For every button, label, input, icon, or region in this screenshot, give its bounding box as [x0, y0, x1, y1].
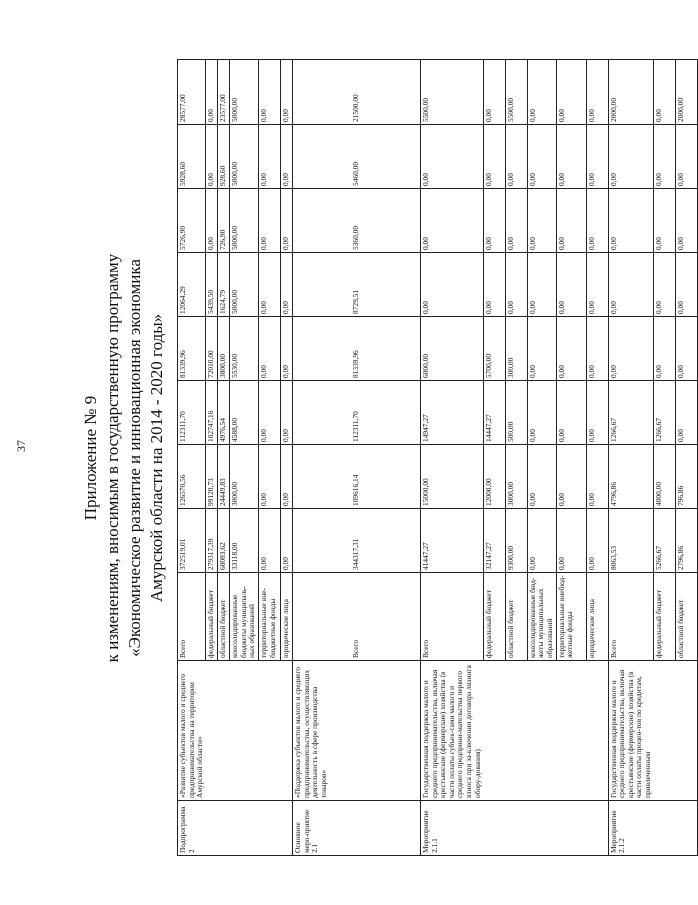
- appendix-heading: [80, 60, 180, 856]
- amount-cell: 0,00: [608, 317, 653, 381]
- amount-cell: 4796,86: [608, 445, 653, 509]
- funding-source-cell: федеральный бюджет: [483, 573, 505, 661]
- program-code-cell: Мероприятие 2.1.2: [608, 801, 653, 856]
- amount-cell: 8063,53: [608, 509, 653, 573]
- rotated-page-content: [80, 60, 685, 856]
- amount-cell: 99120,73: [206, 445, 218, 509]
- amount-cell: 0,00: [586, 317, 608, 381]
- amount-cell: 5500,00: [505, 60, 527, 125]
- amount-cell: 0,00: [505, 125, 527, 189]
- amount-cell: 0,00: [675, 317, 697, 381]
- amount-cell: 109616,14: [293, 445, 421, 509]
- funding-source-cell: территориальные вне-бюджетные фонды: [259, 573, 281, 661]
- program-code-cell: [483, 801, 505, 856]
- amount-cell: 0,00: [259, 125, 281, 189]
- amount-cell: 0,00: [281, 381, 293, 445]
- amount-cell: 14947,27: [421, 381, 484, 445]
- amount-cell: 0,00: [259, 189, 281, 253]
- program-code-cell: [675, 801, 697, 856]
- amount-cell: 5000,00: [230, 189, 259, 253]
- program-title-cell: «Развитие субъектов малого и среднего предпринимательства на территории Амурской области»: [178, 661, 206, 801]
- amount-cell: 0,00: [556, 509, 586, 573]
- program-title-cell: [586, 661, 608, 801]
- amount-cell: 0,00: [653, 125, 675, 189]
- program-title-cell: Государственная поддержка малого и среднего предпринимательства, включая крестьянские (фермерские) хозяйства (в части оплаты процен-тов по кредитам, привлеченным: [608, 661, 653, 801]
- amount-cell: 0,00: [527, 317, 556, 381]
- amount-cell: 0,00: [586, 509, 608, 573]
- amount-cell: 3000,00: [505, 445, 527, 509]
- amount-cell: 928,60: [218, 125, 230, 189]
- amount-cell: 0,00: [421, 125, 484, 189]
- table-row: [421, 60, 484, 856]
- program-title-cell: [206, 661, 218, 801]
- amount-cell: 0,00: [675, 381, 697, 445]
- amount-cell: 8729,51: [293, 253, 421, 317]
- amount-cell: 28577,00: [178, 60, 206, 125]
- heading-line-1: Приложение № 9: [81, 395, 100, 521]
- table-row: [259, 60, 281, 856]
- program-title-cell: [505, 661, 527, 801]
- program-code-cell: [527, 801, 556, 856]
- amount-cell: 0,00: [281, 445, 293, 509]
- amount-cell: 0,00: [527, 509, 556, 573]
- amount-cell: 2796,86: [675, 509, 697, 573]
- amount-cell: 0,00: [527, 189, 556, 253]
- table-row: [281, 60, 293, 856]
- program-title-cell: [527, 661, 556, 801]
- amount-cell: 41447,27: [421, 509, 484, 573]
- amount-cell: 0,00: [206, 189, 218, 253]
- amount-cell: 5928,60: [178, 125, 206, 189]
- program-code-cell: [281, 801, 293, 856]
- amount-cell: 0,00: [527, 381, 556, 445]
- amount-cell: 0,00: [527, 445, 556, 509]
- amount-cell: 24449,83: [218, 445, 230, 509]
- table-row: [556, 60, 586, 856]
- funding-table: [177, 59, 698, 856]
- amount-cell: 14447,27: [483, 381, 505, 445]
- amount-cell: 12064,29: [178, 253, 206, 317]
- funding-source-cell: консолидированные бюджеты муниципаль-ных образований: [230, 573, 259, 661]
- amount-cell: 2000,00: [608, 60, 653, 125]
- amount-cell: 5439,50: [206, 253, 218, 317]
- amount-cell: 2000,00: [675, 60, 697, 125]
- amount-cell: 60083,62: [218, 509, 230, 573]
- amount-cell: 300,00: [505, 317, 527, 381]
- amount-cell: 0,00: [259, 317, 281, 381]
- amount-cell: 12000,00: [483, 445, 505, 509]
- amount-cell: 1624,79: [218, 253, 230, 317]
- amount-cell: 0,00: [608, 189, 653, 253]
- program-code-cell: [218, 801, 230, 856]
- program-code-cell: Основное меро-приятие 2.1: [293, 801, 421, 856]
- amount-cell: 126570,56: [178, 445, 206, 509]
- amount-cell: 0,00: [421, 253, 484, 317]
- program-code-cell: [206, 801, 218, 856]
- amount-cell: 0,00: [281, 189, 293, 253]
- program-title-cell: [230, 661, 259, 801]
- amount-cell: 5266,67: [653, 509, 675, 573]
- program-title-cell: «Поддержка субъектов малого и среднего предпринимательства, осуществляющих деятельность в сфере производства товаров»: [293, 661, 421, 801]
- amount-cell: 112311,70: [293, 381, 421, 445]
- amount-cell: 0,00: [421, 189, 484, 253]
- amount-cell: 0,00: [653, 317, 675, 381]
- amount-cell: 5530,00: [230, 317, 259, 381]
- amount-cell: 5360,00: [293, 189, 421, 253]
- funding-source-cell: областной бюджет: [218, 573, 230, 661]
- table-row: [505, 60, 527, 856]
- amount-cell: 5500,00: [421, 60, 484, 125]
- amount-cell: 0,00: [259, 509, 281, 573]
- amount-cell: 500,00: [505, 381, 527, 445]
- amount-cell: 0,00: [206, 125, 218, 189]
- program-title-cell: [556, 661, 586, 801]
- amount-cell: 0,00: [556, 445, 586, 509]
- amount-cell: 0,00: [527, 125, 556, 189]
- amount-cell: 372519,01: [178, 509, 206, 573]
- amount-cell: 5726,90: [178, 189, 206, 253]
- funding-source-cell: Всего: [421, 573, 484, 661]
- program-code-cell: [505, 801, 527, 856]
- amount-cell: 33118,00: [230, 509, 259, 573]
- amount-cell: 0,00: [259, 253, 281, 317]
- table-row: [608, 60, 653, 856]
- amount-cell: 344317,31: [293, 509, 421, 573]
- amount-cell: 4588,00: [230, 381, 259, 445]
- amount-cell: 0,00: [281, 253, 293, 317]
- table-row: [206, 60, 218, 856]
- amount-cell: 0,00: [527, 60, 556, 125]
- amount-cell: 0,00: [505, 189, 527, 253]
- amount-cell: 5000,00: [230, 125, 259, 189]
- program-code-cell: [230, 801, 259, 856]
- amount-cell: 5000,00: [230, 60, 259, 125]
- amount-cell: 81339,96: [293, 317, 421, 381]
- amount-cell: 0,00: [483, 60, 505, 125]
- amount-cell: 1266,67: [653, 381, 675, 445]
- table-row: [218, 60, 230, 856]
- amount-cell: 0,00: [281, 125, 293, 189]
- amount-cell: 0,00: [586, 253, 608, 317]
- funding-source-cell: Всего: [608, 573, 653, 661]
- amount-cell: 0,00: [556, 125, 586, 189]
- amount-cell: 102747,16: [206, 381, 218, 445]
- amount-cell: 4000,00: [653, 445, 675, 509]
- program-code-cell: Мероприятие 2.1.1: [421, 801, 484, 856]
- amount-cell: 0,00: [527, 253, 556, 317]
- funding-source-cell: юридические лица: [586, 573, 608, 661]
- amount-cell: 5700,00: [483, 317, 505, 381]
- amount-cell: 0,00: [556, 189, 586, 253]
- amount-cell: 0,00: [259, 60, 281, 125]
- amount-cell: 0,00: [608, 125, 653, 189]
- amount-cell: 21500,00: [293, 60, 421, 125]
- amount-cell: 0,00: [483, 253, 505, 317]
- program-title-cell: [483, 661, 505, 801]
- program-code-cell: [586, 801, 608, 856]
- amount-cell: 0,00: [483, 125, 505, 189]
- heading-line-2: к изменениям, вносимым в государственную программу: [103, 253, 122, 663]
- amount-cell: 0,00: [608, 253, 653, 317]
- amount-cell: 6000,00: [421, 317, 484, 381]
- amount-cell: 9300,00: [505, 509, 527, 573]
- amount-cell: 4976,54: [218, 381, 230, 445]
- program-title-cell: [653, 661, 675, 801]
- heading-line-3: «Экономическое развитие и инновационная экономика: [125, 259, 144, 657]
- funding-source-cell: территориальные внебюд-жетные фонды: [556, 573, 586, 661]
- amount-cell: 0,00: [556, 253, 586, 317]
- amount-cell: 0,00: [556, 317, 586, 381]
- heading-line-4: Амурской области на 2014 - 2020 годы»: [147, 313, 166, 603]
- funding-source-cell: юридические лица: [281, 573, 293, 661]
- page-number: 37: [14, 440, 28, 452]
- funding-source-cell: областной бюджет: [675, 573, 697, 661]
- funding-source-cell: федеральный бюджет: [653, 573, 675, 661]
- amount-cell: 279317,39: [206, 509, 218, 573]
- amount-cell: 3800,00: [218, 317, 230, 381]
- amount-cell: 5460,00: [293, 125, 421, 189]
- amount-cell: 0,00: [675, 253, 697, 317]
- amount-cell: 0,00: [675, 189, 697, 253]
- amount-cell: 15000,00: [421, 445, 484, 509]
- amount-cell: 0,00: [586, 189, 608, 253]
- table-row: [230, 60, 259, 856]
- amount-cell: 1266,67: [608, 381, 653, 445]
- amount-cell: 0,00: [675, 125, 697, 189]
- amount-cell: 0,00: [586, 125, 608, 189]
- amount-cell: 0,00: [483, 189, 505, 253]
- amount-cell: 796,86: [675, 445, 697, 509]
- amount-cell: 0,00: [586, 60, 608, 125]
- amount-cell: 0,00: [505, 253, 527, 317]
- funding-source-cell: федеральный бюджет: [206, 573, 218, 661]
- amount-cell: 0,00: [281, 509, 293, 573]
- amount-cell: 0,00: [259, 381, 281, 445]
- program-title-cell: Государственная поддержка малого и среднего предпринимательства, включая крестьянские (фермерские) хозяйства (в части оплаты субъек-тами малого и среднего предприни-мательства первого взноса при за-ключении договора лизинга обору-дования): [421, 661, 484, 801]
- amount-cell: 0,00: [281, 317, 293, 381]
- amount-cell: 0,00: [653, 253, 675, 317]
- amount-cell: 5000,00: [230, 253, 259, 317]
- amount-cell: 81339,96: [178, 317, 206, 381]
- amount-cell: 0,00: [653, 60, 675, 125]
- program-code-cell: [653, 801, 675, 856]
- table-row: [675, 60, 697, 856]
- funding-source-cell: Всего: [293, 573, 421, 661]
- funding-source-cell: Всего: [178, 573, 206, 661]
- program-code-cell: [556, 801, 586, 856]
- amount-cell: 72010,00: [206, 317, 218, 381]
- funding-source-cell: областной бюджет: [505, 573, 527, 661]
- amount-cell: 0,00: [653, 189, 675, 253]
- amount-cell: 0,00: [586, 381, 608, 445]
- funding-source-cell: консолидированные бюд-жеты муниципальных образований: [527, 573, 556, 661]
- amount-cell: 112311,70: [178, 381, 206, 445]
- amount-cell: 0,00: [586, 445, 608, 509]
- amount-cell: 0,00: [556, 60, 586, 125]
- amount-cell: 0,00: [259, 445, 281, 509]
- program-title-cell: [281, 661, 293, 801]
- amount-cell: 0,00: [556, 381, 586, 445]
- program-title-cell: [259, 661, 281, 801]
- amount-cell: 3000,00: [230, 445, 259, 509]
- amount-cell: 32147,27: [483, 509, 505, 573]
- amount-cell: 0,00: [206, 60, 218, 125]
- program-title-cell: [218, 661, 230, 801]
- program-title-cell: [675, 661, 697, 801]
- program-code-cell: Подпрограмма 2: [178, 801, 206, 856]
- table-row: [653, 60, 675, 856]
- table-row: [293, 60, 421, 856]
- table-row: [527, 60, 556, 856]
- amount-cell: 726,90: [218, 189, 230, 253]
- table-row: [178, 60, 206, 856]
- table-row: [483, 60, 505, 856]
- amount-cell: 23577,00: [218, 60, 230, 125]
- program-code-cell: [259, 801, 281, 856]
- table-row: [586, 60, 608, 856]
- amount-cell: 0,00: [281, 60, 293, 125]
